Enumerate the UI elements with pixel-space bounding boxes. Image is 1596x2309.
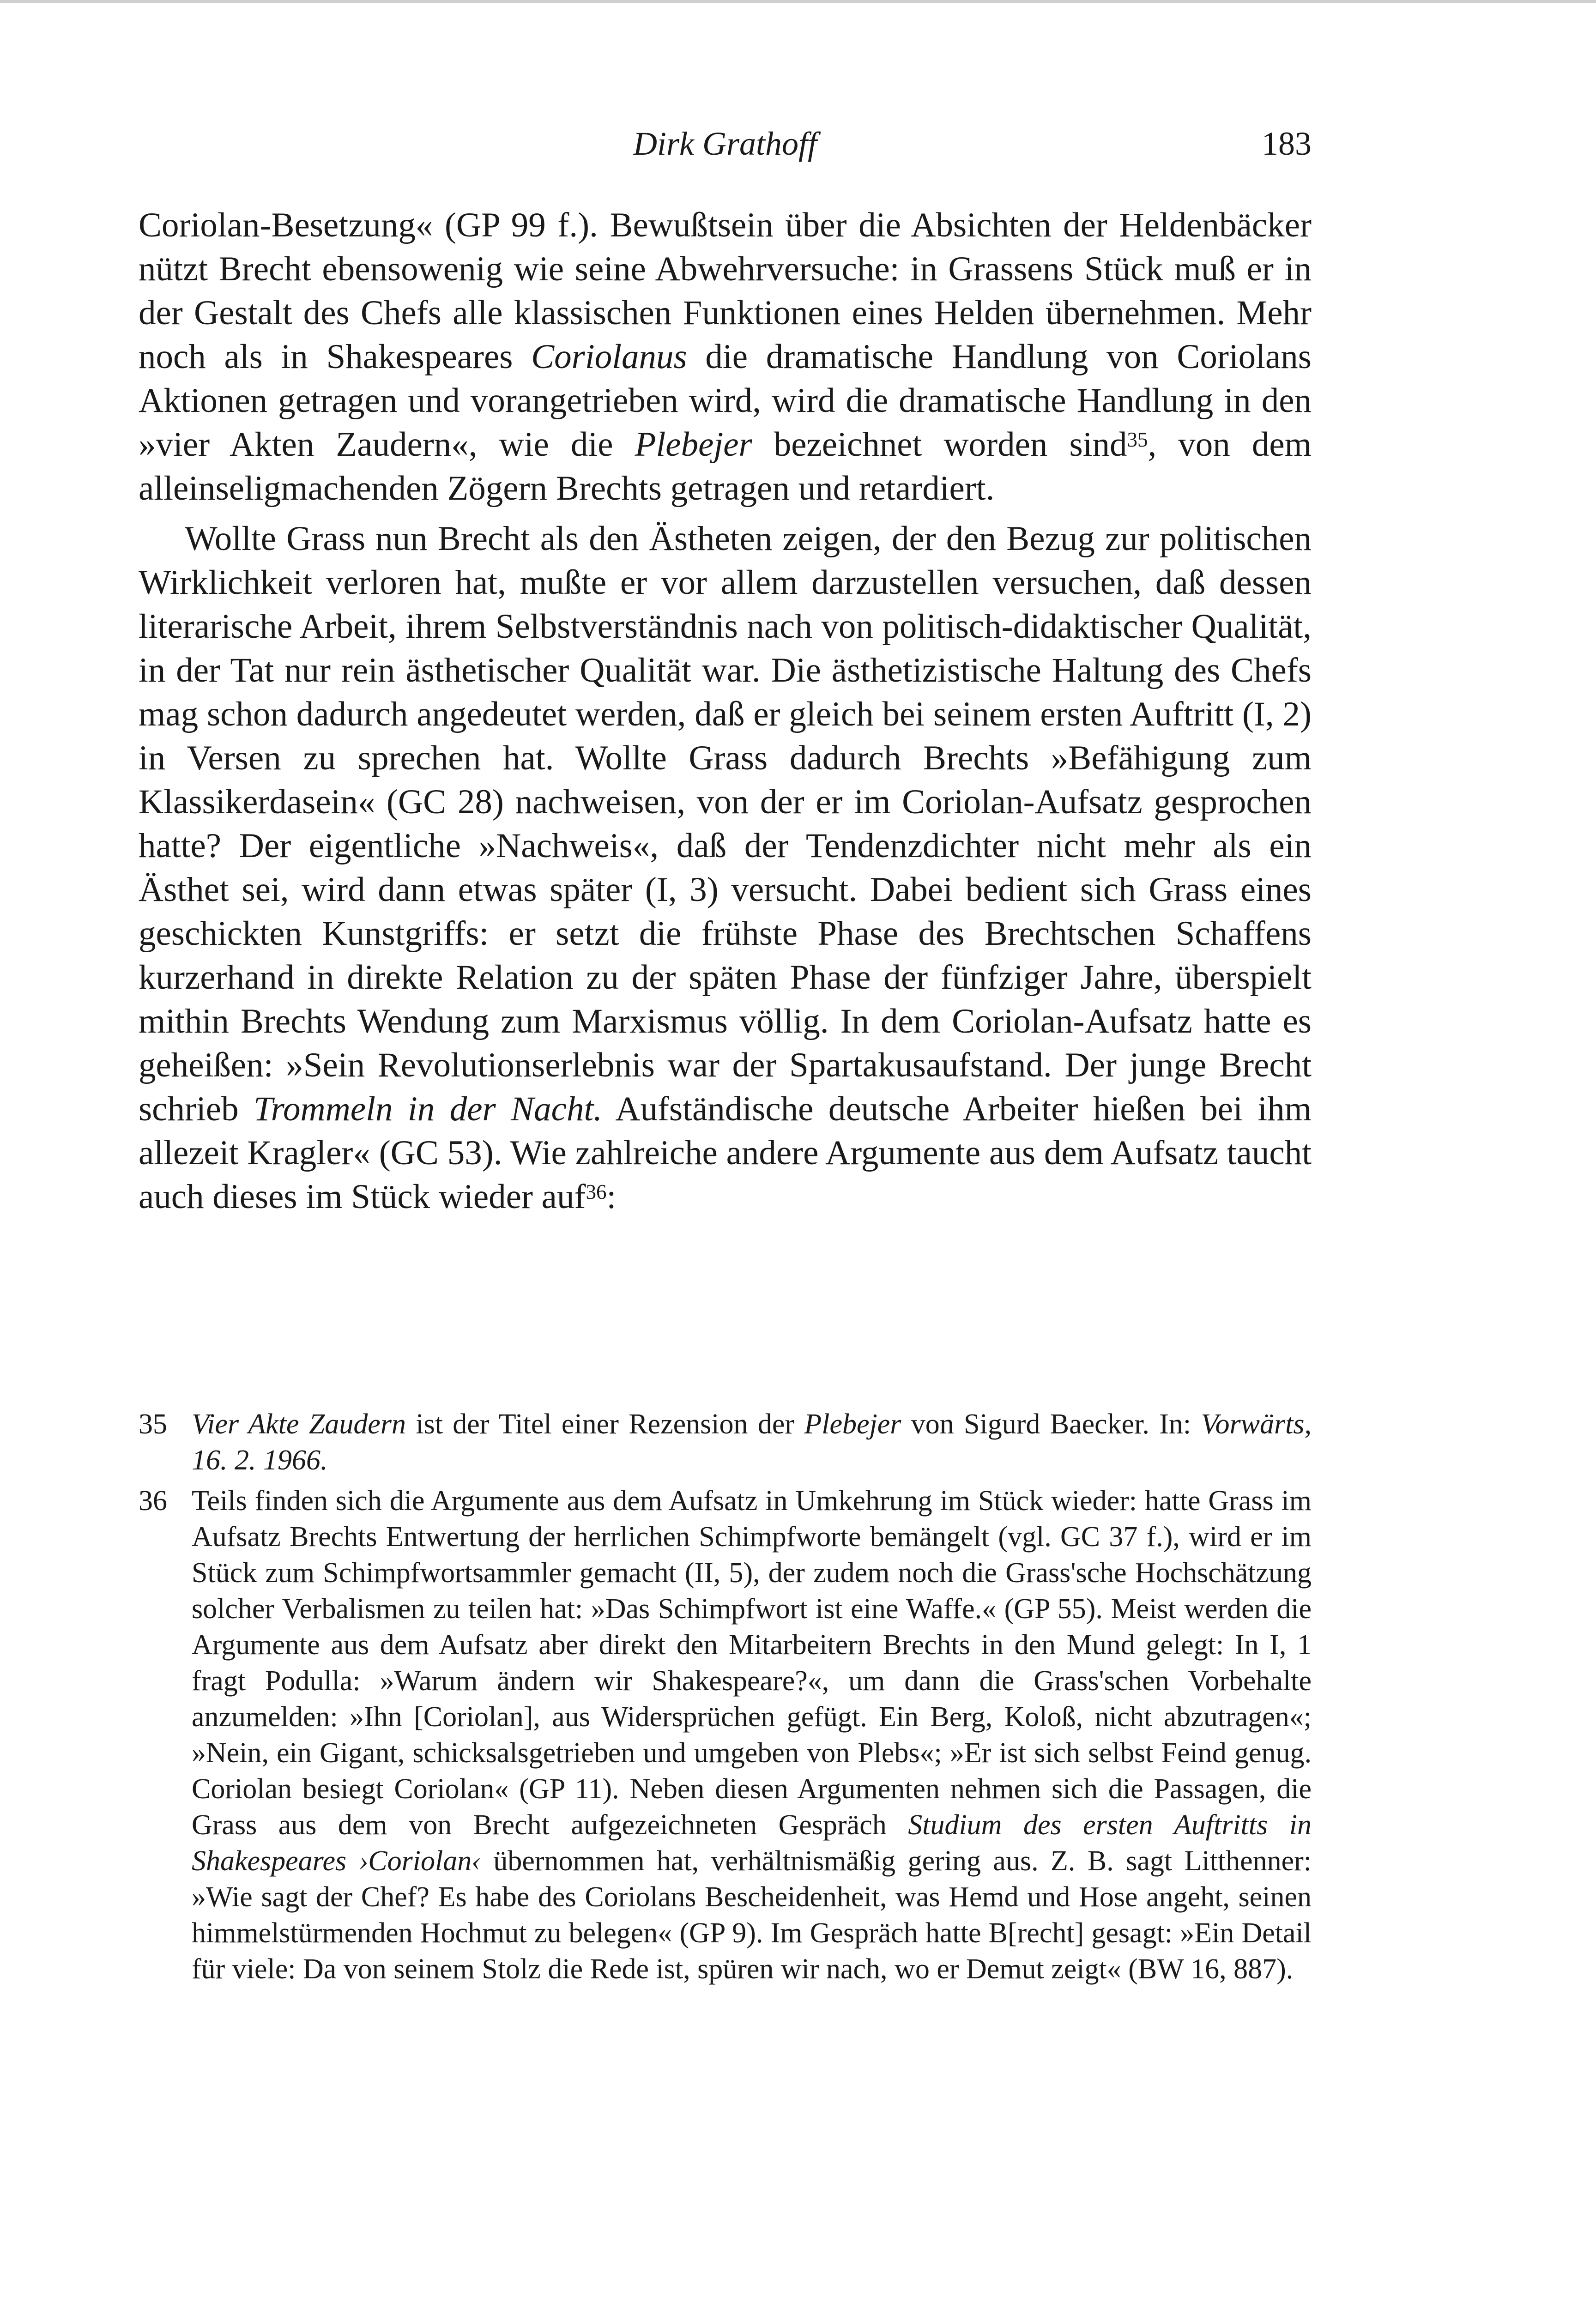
footnote-ref-36[interactable]: 36 — [586, 1180, 607, 1203]
text-run-italic: Vorwärts, 16. 2. 1966. — [192, 1408, 1312, 1476]
text-run: die dramatische Handlung von Coriolans Aktionen getragen und vorangetrieben wird, wird die dramatische Handlung in den »vier Akten Zaudern«, wie die — [139, 338, 1312, 464]
work-title-coriolanus: Coriolanus — [531, 338, 687, 376]
work-title-trommeln: Trommeln in der Nacht. — [254, 1090, 603, 1128]
footnote-ref-35[interactable]: 35 — [1127, 428, 1148, 451]
text-run: , von dem alleinseligmachenden Zögern Brechts getragen und retardiert. — [139, 425, 1312, 508]
footnote-number: 35 — [139, 1408, 167, 1440]
main-text — [139, 203, 1312, 1225]
text-run: Coriolan-Besetzung« (GP 99 f.). Bewußtsein über die Absichten der Heldenbäcker nützt Brecht ebensowenig wie seine Abwehrversuche: in Grassens Stück muß er in der Gestalt des Chefs alle klassischen Funktionen eines Helden übernehmen. Mehr noch als in Shakespeares — [139, 206, 1312, 376]
running-head-author: Dirk Grathoff — [633, 125, 817, 162]
footnote-36 — [139, 1483, 1312, 1987]
page-number: 183 — [1262, 125, 1312, 162]
footnote-text — [192, 1406, 1312, 1478]
text-run: Teils finden sich die Argumente aus dem Aufsatz in Umkehrung im Stück wieder: hatte Grass im Aufsatz Brechts Entwertung der herrlichen Schimpfworte bemängelt (vgl. GC 37 f.), wird er im Stück zum Schimpfwortsammler gemacht (II, 5), der zudem noch die Grass'sche Hochschätzung solcher Verbalismen zu teilen hat: »Das Schimpfwort ist eine Waffe.« (GP 55). Meist werden die Argumente aus dem Aufsatz aber direkt den Mitarbeitern Brechts in den Mund gelegt: In I, 1 fragt Podulla: »Warum ändern wir Shakespeare?«, um dann die Grass'schen Vorbehalte anzumelden: »Ihn [Coriolan], aus Widersprüchen gefügt. Ein Berg, Koloß, nicht abzutragen«; »Nein, ein Gigant, schicksalsgetrieben und umgeben von Plebs«; »Er ist sich selbst Feind genug. Coriolan besiegt Coriolan« (GP 11). Neben diesen Argumenten nehmen sich die Passagen, die Grass aus dem von Brecht aufgezeichneten Gespräch — [192, 1485, 1312, 1841]
footnotes — [139, 1406, 1312, 1992]
text-run-italic: Plebejer — [804, 1408, 901, 1440]
work-title-plebejer: Plebejer — [635, 425, 752, 464]
text-run: von Sigurd Baecker. In: — [901, 1408, 1201, 1440]
text-run: bezeichnet worden sind — [752, 425, 1127, 464]
paragraph-1 — [139, 203, 1312, 510]
paragraph-2 — [139, 517, 1312, 1219]
footnote-text — [192, 1483, 1312, 1987]
text-run: übernommen hat, verhältnismäßig gering aus. Z. B. sagt Litthenner: »Wie sagt der Chef? Es habe des Coriolans Bescheidenheit, was Hemd und Hose angeht, seinen himmelstürmenden Hochmut zu belegen« (GP 9). Im Gespräch hatte B[recht] gesagt: »Ein Detail für viele: Da von seinem Stolz die Rede ist, spüren wir nach, wo er Demut zeigt« (BW 16, 887). — [192, 1845, 1312, 1985]
text-run: Wollte Grass nun Brecht als den Ästheten zeigen, der den Bezug zur politischen Wirklichkeit verloren hat, mußte er vor allem darzustellen versuchen, daß dessen literarische Arbeit, ihrem Selbstverständnis nach von politisch-didaktischer Qualität, in der Tat nur rein ästhetischer Qualität war. Die ästhetizistische Haltung des Chefs mag schon dadurch angedeutet werden, daß er gleich bei seinem ersten Auftritt (I, 2) in Versen zu sprechen hat. Wollte Grass dadurch Brechts »Befähigung zum Klassikerdasein« (GC 28) nachweisen, von der er im Coriolan-Aufsatz gesprochen hatte? Der eigentliche »Nachweis«, daß der Tendenzdichter nicht mehr als ein Ästhet sei, wird dann etwas später (I, 3) versucht. Dabei bedient sich Grass eines geschickten Kunstgriffs: er setzt die frühste Phase des Brechtschen Schaffens kurzerhand in direkte Relation zu der späten Phase der fünfziger Jahre, überspielt mithin Brechts Wendung zum Marxismus völlig. In dem Coriolan-Aufsatz hatte es geheißen: »Sein Revolutionserlebnis war der Spartakusaufstand. Der junge Brecht schrieb — [139, 520, 1312, 1128]
running-head — [139, 125, 1312, 175]
text-run-italic: Studium des ersten Auftritts in Shakespeares ›Coriolan‹ — [192, 1809, 1312, 1877]
text-run: Aufständische deutsche Arbeiter hießen bei ihm allezeit Kragler« (GC 53). Wie zahlreiche andere Argumente aus dem Aufsatz taucht auch dieses im Stück wieder auf — [139, 1090, 1312, 1216]
text-run: : — [606, 1178, 617, 1216]
text-run: ist der Titel einer Rezension der — [406, 1408, 804, 1440]
footnote-number: 36 — [139, 1485, 167, 1517]
book-page — [139, 0, 1312, 2309]
footnote-35 — [139, 1406, 1312, 1478]
text-run-italic: Vier Akte Zaudern — [192, 1408, 406, 1440]
